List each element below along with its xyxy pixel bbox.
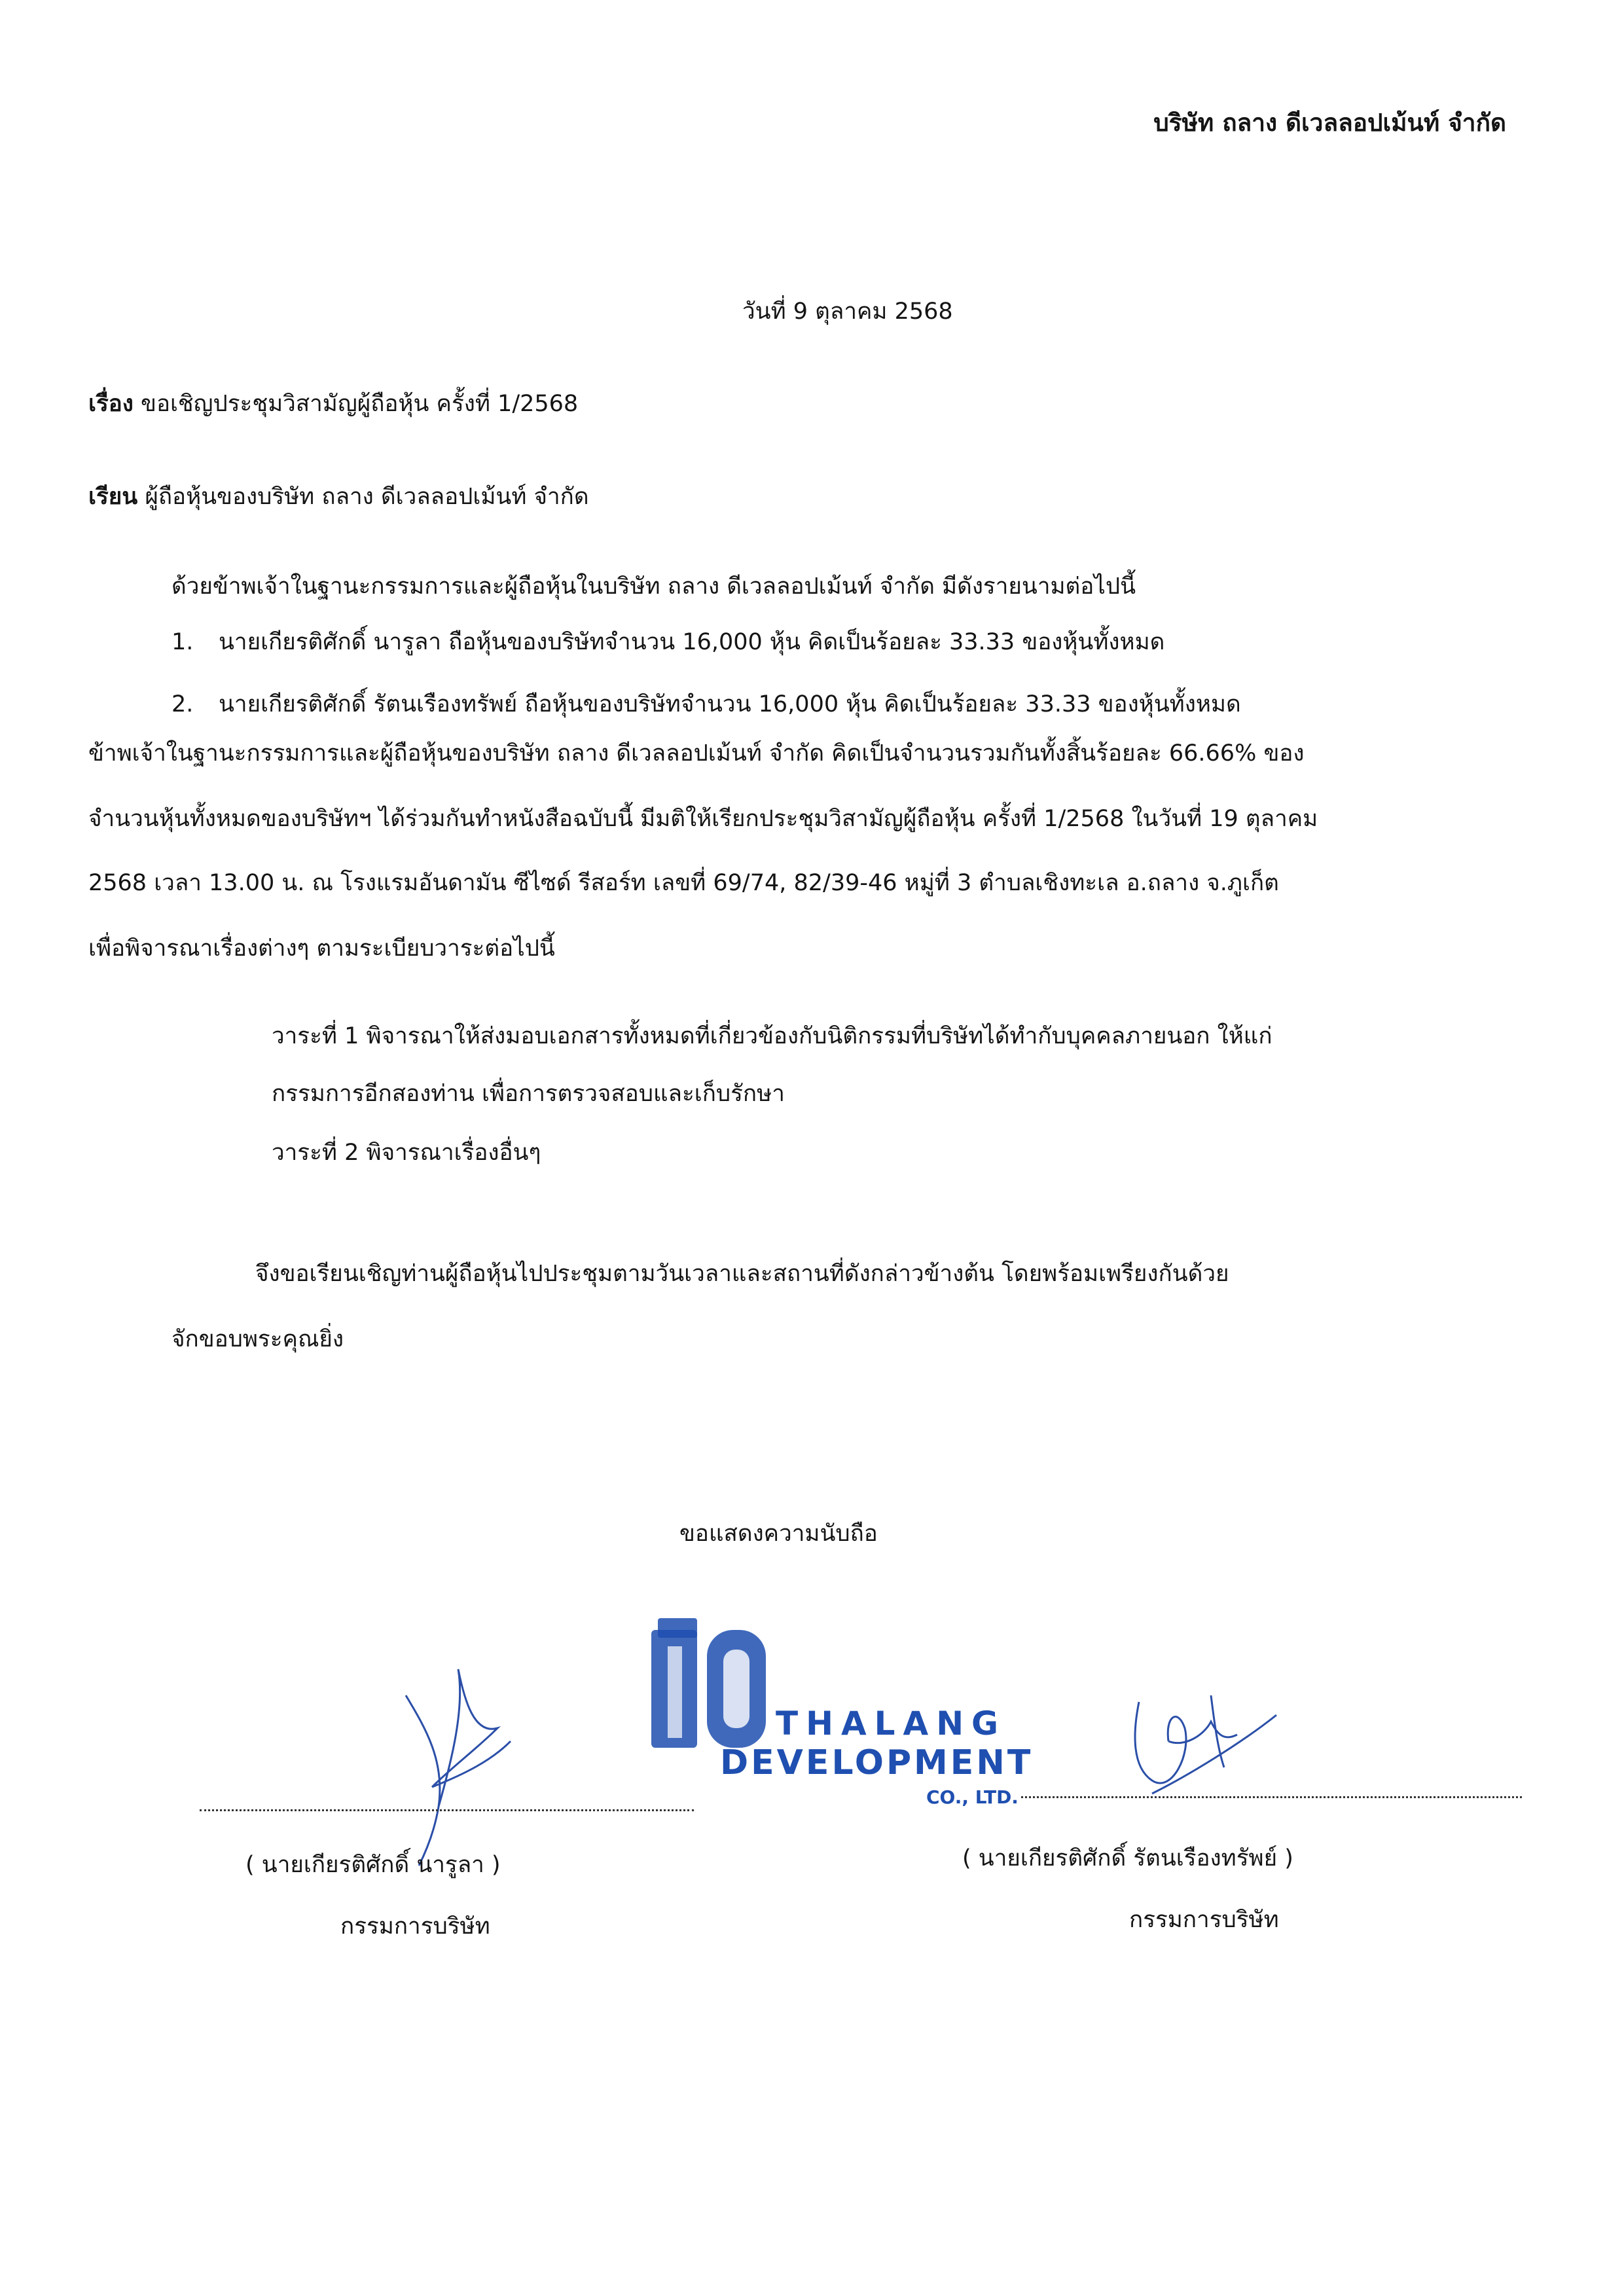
shareholder-item	[171, 628, 1164, 656]
signature-line-left	[200, 1809, 694, 1811]
closing-line: จักขอบพระคุณยิ่ง	[171, 1326, 344, 1352]
stamp-line2: DEVELOPMENT	[720, 1743, 1034, 1782]
agenda-line: วาระที่ 2 พิจารณาเรื่องอื่นๆ	[272, 1140, 541, 1166]
paragraph-line: 2568 เวลา 13.00 น. ณ โรงแรมอันดามัน ซีไซด์ รีสอร์ท เลขที่ 69/74, 82/39-46 หมู่ที่ 3 ตำบลเชิงทะเล อ.ถลาง จ.ภูเก็ต	[88, 870, 1279, 896]
agenda-line: กรรมการอีกสองท่าน เพื่อการตรวจสอบและเก็บรักษา	[272, 1081, 785, 1107]
paragraph-line: จำนวนหุ้นทั้งหมดของบริษัทฯ ได้ร่วมกันทำหนังสือฉบับนี้ มีมติให้เรียกประชุมวิสามัญผู้ถือหุ้น ครั้งที่ 1/2568 ในวันที่ 19 ตุลาคม	[88, 806, 1318, 832]
stamp-line1: THALANG	[776, 1705, 1007, 1743]
paragraph-line: ข้าพเจ้าในฐานะกรรมการและผู้ถือหุ้นของบริษัท ถลาง ดีเวลลอปเม้นท์ จำกัด คิดเป็นจำนวนรวมกันทั้งสิ้นร้อยละ 66.66% ของ	[88, 740, 1305, 767]
stamp-line3: CO., LTD.	[926, 1786, 1019, 1808]
shareholder-item	[171, 691, 1241, 718]
regards-text: ขอแสดงความนับถือ	[679, 1521, 878, 1547]
company-header: บริษัท ถลาง ดีเวลลอปเม้นท์ จำกัด	[1153, 109, 1506, 137]
shareholder-text: นายเกียรติศักดิ์ นารูลา ถือหุ้นของบริษัทจำนวน 16,000 หุ้น คิดเป็นร้อยละ 33.33 ของหุ้นทั้งหมด	[219, 629, 1165, 655]
signature-right	[1113, 1676, 1283, 1820]
letter-date: วันที่ 9 ตุลาคม 2568	[742, 298, 953, 325]
company-stamp	[648, 1617, 1041, 1813]
addressee-label: เรียน	[88, 484, 138, 510]
addressee-line	[88, 483, 589, 511]
list-number: 1.	[171, 629, 194, 655]
paragraph-line: เพื่อพิจารณาเรื่องต่างๆ ตามระเบียบวาระต่อไปนี้	[88, 935, 555, 962]
closing-line: จึงขอเรียนเชิญท่านผู้ถือหุ้นไปประชุมตามวันเวลาและสถานที่ดังกล่าวข้างต้น โดยพร้อมเพรียงกันด้วย	[255, 1261, 1229, 1287]
signature-line-right	[1021, 1796, 1522, 1798]
signatory-role-left: กรรมการบริษัท	[340, 1913, 490, 1940]
signatory-role-right: กรรมการบริษัท	[1129, 1907, 1279, 1933]
stamp-logo-icon	[651, 1618, 766, 1748]
subject-text: ขอเชิญประชุมวิสามัญผู้ถือหุ้น ครั้งที่ 1/2568	[141, 391, 579, 417]
signature-left	[367, 1656, 517, 1872]
addressee-text: ผู้ถือหุ้นของบริษัท ถลาง ดีเวลลอปเม้นท์ จำกัด	[145, 484, 589, 510]
list-number: 2.	[171, 691, 194, 717]
signatory-name-right: ( นายเกียรติศักดิ์ รัตนเรืองทรัพย์ )	[962, 1845, 1293, 1871]
signatory-name-left: ( นายเกียรติศักดิ์ นารูลา )	[245, 1852, 501, 1878]
subject-label: เรื่อง	[88, 391, 134, 417]
agenda-line: วาระที่ 1 พิจารณาให้ส่งมอบเอกสารทั้งหมดที่เกี่ยวข้องกับนิติกรรมที่บริษัทได้ทำกับบุคคลภายนอก ให้แก่	[272, 1023, 1272, 1049]
intro-text: ด้วยข้าพเจ้าในฐานะกรรมการและผู้ถือหุ้นในบริษัท ถลาง ดีเวลลอปเม้นท์ จำกัด มีดังรายนามต่อไปนี้	[171, 573, 1136, 600]
shareholder-text: นายเกียรติศักดิ์ รัตนเรืองทรัพย์ ถือหุ้นของบริษัทจำนวน 16,000 หุ้น คิดเป็นร้อยละ 33.33 ของหุ้นทั้งหมด	[219, 691, 1241, 717]
subject-line	[88, 390, 578, 418]
